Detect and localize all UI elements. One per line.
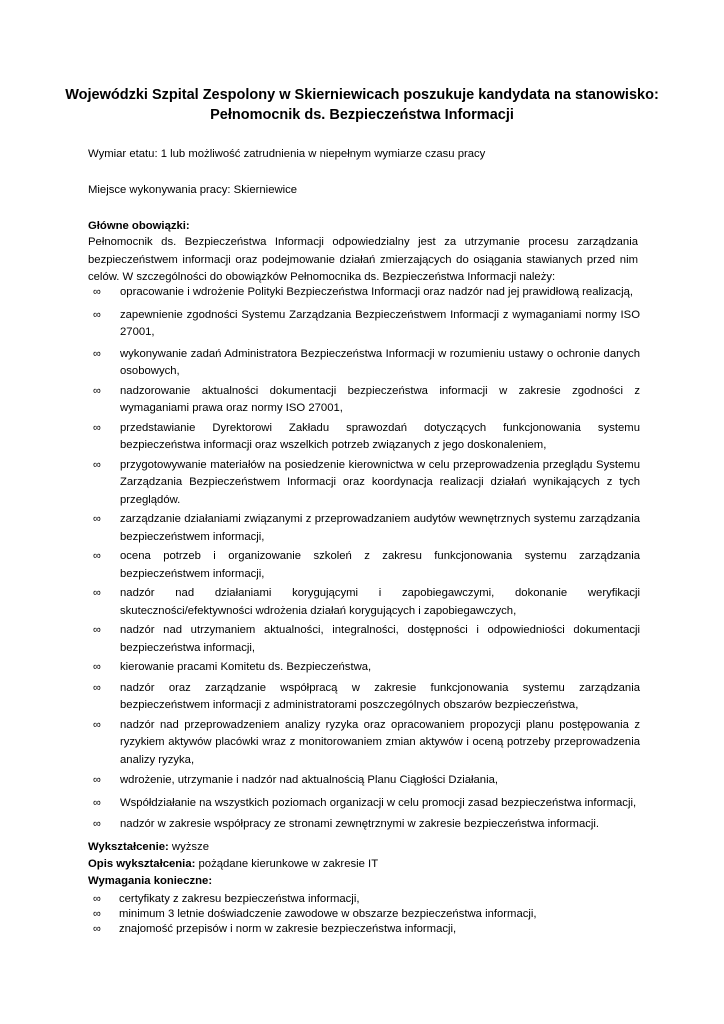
page-title-line2: Pełnomocnik ds. Bezpieczeństwa Informacji: [210, 107, 514, 123]
list-item: ∞ kierowanie pracami Komitetu ds. Bezpieczeństwa,: [88, 659, 640, 677]
education-description: [88, 856, 638, 872]
infinity-bullet-icon: ∞: [93, 347, 101, 360]
infinity-bullet-icon: ∞: [93, 513, 101, 525]
list-item: ∞ nadzór w zakresie współpracy ze stronami zewnętrznymi w zakresie bezpieczeństwa informacji.: [88, 816, 640, 834]
education-value: wyższe: [168, 841, 209, 853]
list-item: ∞ Współdziałanie na wszystkich poziomach organizacji w celu promocji zasad bezpieczeństwa informacji,: [88, 795, 640, 813]
list-item: ∞ przygotowywanie materiałów na posiedzenie kierownictwa w celu przeprowadzenia przeglądu Systemu Zarządzania Bezpieczeństwem Informacji oraz koordynacja realizacji działań wynikających z tych przeglądów.: [93, 458, 640, 506]
list-item: ∞ przedstawianie Dyrektorowi Zakładu sprawozdań dotyczących funkcjonowania systemu bezpieczeństwa informacji oraz wszelkich potrzeb związanych z jego doskonaleniem,: [93, 421, 640, 451]
infinity-bullet-icon: ∞: [93, 587, 101, 599]
page-title-line1: Wojewódzki Szpital Zespolony w Skierniewicach poszukuje kandydata na stanowisko:: [65, 87, 659, 103]
infinity-bullet-icon: ∞: [93, 661, 101, 673]
infinity-bullet-icon: ∞: [93, 624, 101, 636]
infinity-bullet-icon: ∞: [93, 286, 101, 298]
list-item: ∞ nadzór nad przeprowadzeniem analizy ryzyka oraz opracowaniem propozycji planu postępowania z ryzykiem aktywów placówki wraz z monitorowaniem zmian aktywów i oceną potrzeby przeprowadzenia analizy ryzyka,: [93, 718, 640, 766]
infinity-bullet-icon: ∞: [93, 718, 101, 731]
requirements-list: [88, 892, 640, 937]
infinity-bullet-icon: ∞: [93, 796, 101, 809]
infinity-bullet-icon: ∞: [93, 893, 101, 905]
education: [88, 839, 638, 855]
infinity-bullet-icon: ∞: [93, 550, 101, 562]
duties-intro: Pełnomocnik ds. Bezpieczeństwa Informacji odpowiedzialny jest za utrzymanie procesu zarządzania bezpieczeństwem informacji oraz podejmowanie działań zmierzających do osiągania stawianych przed nim celów. W szczególności do obowiązków Pełnomocnika ds. Bezpieczeństwa Informacji należy:: [88, 236, 638, 283]
employment-scope: Wymiar etatu: 1 lub możliwość zatrudnienia w niepełnym wymiarze czasu pracy: [88, 148, 486, 160]
education-description-value: pożądane kierunkowe w zakresie IT: [195, 858, 379, 870]
duties-list: [88, 284, 640, 834]
list-item: ∞ nadzór oraz zarządzanie współpracą w zakresie funkcjonowania systemu zarządzania bezpieczeństwem informacji z administratorami poszczególnych obszarów bezpieczeństwa,: [93, 681, 640, 711]
requirements-heading: Wymagania konieczne:: [88, 875, 213, 887]
infinity-bullet-icon: ∞: [93, 421, 101, 434]
infinity-bullet-icon: ∞: [93, 908, 101, 920]
list-item: ∞ wdrożenie, utrzymanie i nadzór nad aktualnością Planu Ciągłości Działania,: [88, 772, 640, 790]
education-label: Wykształcenie:: [88, 841, 169, 853]
list-item: ∞ wykonywanie zadań Administratora Bezpieczeństwa Informacji w rozumieniu ustawy o ochronie danych osobowych,: [93, 347, 640, 377]
list-item: ∞ certyfikaty z zakresu bezpieczeństwa informacji,: [93, 893, 360, 905]
list-item: ∞ znajomość przepisów i norm w zakresie bezpieczeństwa informacji,: [93, 923, 457, 935]
list-item: ∞ nadzór nad działaniami korygującymi i zapobiegawczymi, dokonanie weryfikacji skuteczności/efektywności wdrożenia działań korygujących i zapobiegawczych,: [93, 587, 640, 617]
infinity-bullet-icon: ∞: [93, 774, 101, 786]
list-item: ∞ zapewnienie zgodności Systemu Zarządzania Bezpieczeństwem Informacji z wymaganiami normy ISO 27001,: [93, 308, 640, 338]
work-location: Miejsce wykonywania pracy: Skierniewice: [88, 184, 298, 196]
list-item: ∞ nadzorowanie aktualności dokumentacji bezpieczeństwa informacji w zakresie zgodności z wymaganiami prawa oraz normy ISO 27001,: [93, 384, 640, 414]
infinity-bullet-icon: ∞: [93, 308, 101, 321]
list-item: ∞ zarządzanie działaniami związanymi z przeprowadzaniem audytów wewnętrznych systemu zarządzania bezpieczeństwem informacji,: [93, 513, 640, 543]
infinity-bullet-icon: ∞: [93, 384, 101, 397]
list-item: ∞ nadzór nad utrzymaniem aktualności, integralności, dostępności i odpowiedniości dokumentacji bezpieczeństwa informacji,: [93, 624, 640, 654]
list-item: ∞ minimum 3 letnie doświadczenie zawodowe w obszarze bezpieczeństwa informacji,: [93, 908, 537, 920]
list-item: ∞ opracowanie i wdrożenie Polityki Bezpieczeństwa Informacji oraz nadzór nad jej prawidłową realizacją,: [88, 284, 640, 302]
duties-heading: Główne obowiązki:: [88, 220, 190, 232]
infinity-bullet-icon: ∞: [93, 458, 101, 471]
education-description-label: Opis wykształcenia:: [88, 858, 196, 870]
infinity-bullet-icon: ∞: [93, 681, 101, 694]
infinity-bullet-icon: ∞: [93, 818, 101, 830]
list-item: ∞ ocena potrzeb i organizowanie szkoleń z zakresu funkcjonowania systemu zarządzania bezpieczeństwem informacji,: [93, 550, 640, 580]
infinity-bullet-icon: ∞: [93, 923, 101, 935]
